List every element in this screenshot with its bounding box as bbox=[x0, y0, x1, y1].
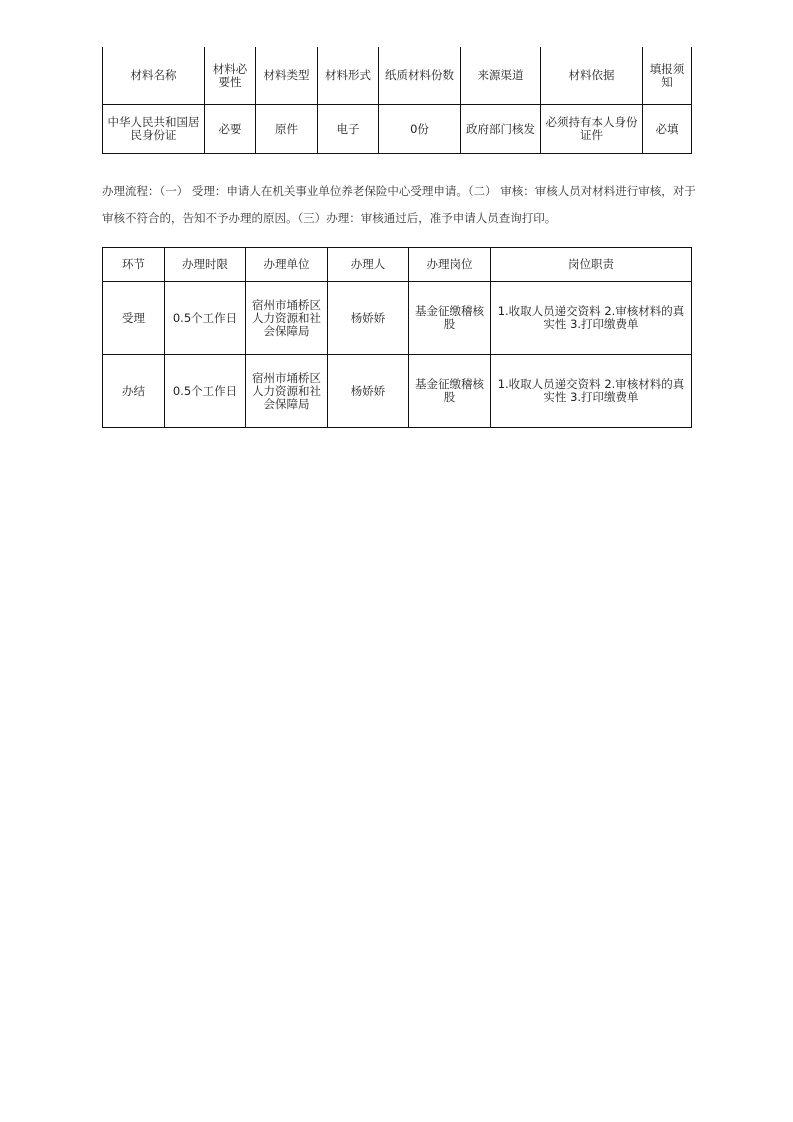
table-row bbox=[103, 105, 692, 154]
cell-material-form: 电子 bbox=[318, 105, 379, 154]
header-fill-notes: 填报须知 bbox=[643, 47, 692, 105]
cell-post-duties: 1.收取人员递交资料 2.审核材料的真实性 3.打印缴费单 bbox=[491, 355, 692, 428]
cell-source-channel: 政府部门核发 bbox=[461, 105, 541, 154]
header-material-form: 材料形式 bbox=[318, 47, 379, 105]
cell-time-limit: 0.5个工作日 bbox=[165, 355, 246, 428]
header-time-limit: 办理时限 bbox=[165, 248, 246, 282]
header-handling-post: 办理岗位 bbox=[409, 248, 491, 282]
header-post-duties: 岗位职责 bbox=[491, 248, 692, 282]
cell-material-type: 原件 bbox=[256, 105, 318, 154]
cell-post-duties: 1.收取人员递交资料 2.审核材料的真实性 3.打印缴费单 bbox=[491, 282, 692, 355]
header-stage: 环节 bbox=[103, 248, 165, 282]
header-paper-copies: 纸质材料份数 bbox=[379, 47, 461, 105]
steps-table bbox=[102, 247, 692, 428]
steps-header-row bbox=[103, 248, 692, 282]
cell-handling-post: 基金征缴稽核股 bbox=[409, 282, 491, 355]
materials-table bbox=[102, 47, 692, 154]
cell-paper-copies: 0份 bbox=[379, 105, 461, 154]
cell-handler: 杨娇娇 bbox=[328, 355, 409, 428]
header-material-necessity: 材料必要性 bbox=[205, 47, 256, 105]
cell-material-necessity: 必要 bbox=[205, 105, 256, 154]
cell-handling-post: 基金征缴稽核股 bbox=[409, 355, 491, 428]
header-source-channel: 来源渠道 bbox=[461, 47, 541, 105]
cell-handler: 杨娇娇 bbox=[328, 282, 409, 355]
table-row bbox=[103, 282, 692, 355]
materials-header-row bbox=[103, 47, 692, 105]
cell-time-limit: 0.5个工作日 bbox=[165, 282, 246, 355]
cell-fill-notes: 必填 bbox=[643, 105, 692, 154]
cell-material-name: 中华人民共和国居民身份证 bbox=[103, 105, 205, 154]
cell-handling-unit: 宿州市埇桥区人力资源和社会保障局 bbox=[246, 282, 328, 355]
header-handler: 办理人 bbox=[328, 248, 409, 282]
header-material-basis: 材料依据 bbox=[541, 47, 643, 105]
cell-material-basis: 必须持有本人身份证件 bbox=[541, 105, 643, 154]
header-handling-unit: 办理单位 bbox=[246, 248, 328, 282]
header-material-name: 材料名称 bbox=[103, 47, 205, 105]
cell-stage: 办结 bbox=[103, 355, 165, 428]
header-material-type: 材料类型 bbox=[256, 47, 318, 105]
table-row bbox=[103, 355, 692, 428]
cell-stage: 受理 bbox=[103, 282, 165, 355]
cell-handling-unit: 宿州市埇桥区人力资源和社会保障局 bbox=[246, 355, 328, 428]
process-description: 办理流程：（一） 受理：申请人在机关事业单位养老保险中心受理申请。（二） 审核：审核人员对材料进行审核，对于审核不符合的，告知不予办理的原因。（三）办理：审核通过后，准予申请人员查询打印。 bbox=[102, 184, 696, 225]
